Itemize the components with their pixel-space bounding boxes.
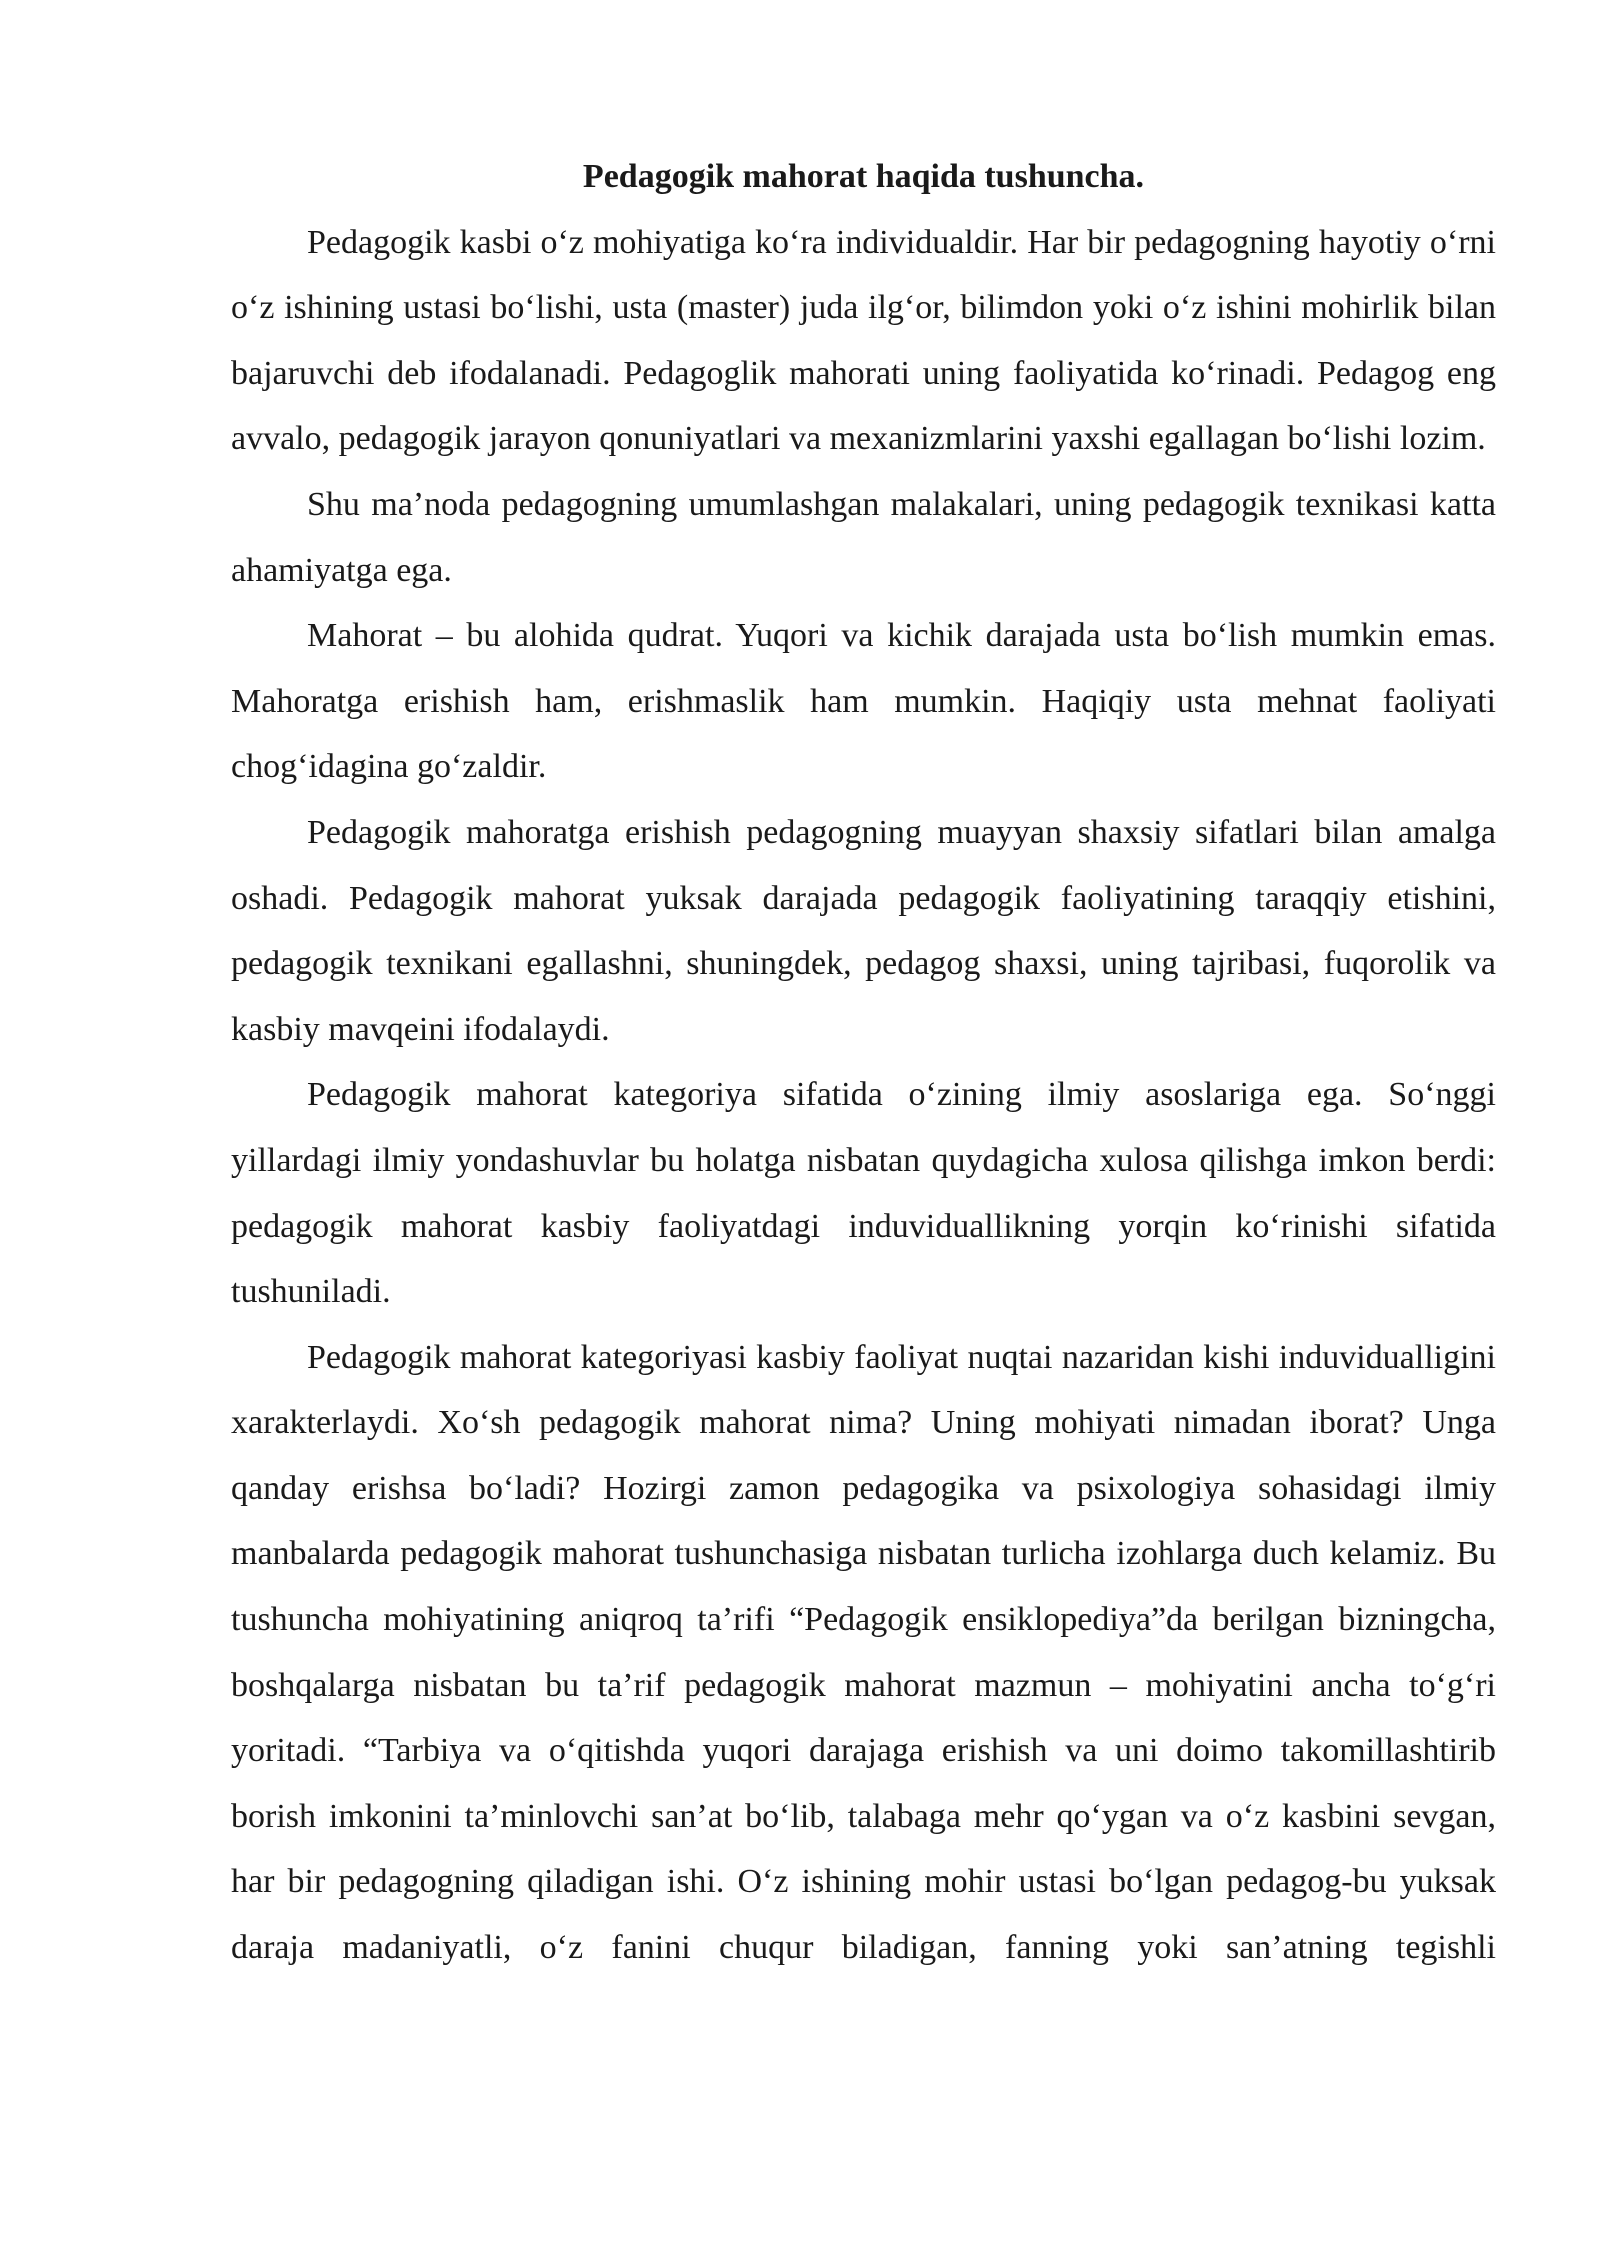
paragraph: Pedagogik mahorat kategoriya sifatida o‘zining ilmiy asoslariga ega. So‘nggi yillardagi ilmiy yondashuvlar bu holatga nisbatan quydagicha xulosa qilishga imkon berdi: pedagogik mahorat kasbiy faoliyatdagi induviduallikning yorqin ko‘rinishi sifatida tushuniladi. — [231, 1076, 1496, 1311]
document-body — [231, 144, 1496, 1981]
paragraph: Pedagogik mahoratga erishish pedagogning muayyan shaxsiy sifatlari bilan amalga oshadi. Pedagogik mahorat yuksak darajada pedagogik faoliyatining taraqqiy etishini, pedagogik texnikani egallashni, shuningdek, pedagog shaxsi, uning tajribasi, fuqorolik va kasbiy mavqeini ifodalaydi. — [231, 813, 1496, 1048]
paragraph: Shu ma’noda pedagogning umumlashgan malakalari, uning pedagogik texnikasi katta ahamiyatga ega. — [231, 485, 1496, 589]
document-title: Pedagogik mahorat haqida tushuncha. — [582, 158, 1145, 195]
paragraph: Pedagogik kasbi o‘z mohiyatiga ko‘ra individualdir. Har bir pedagogning hayotiy o‘rni o‘z ishining ustasi bo‘lishi, usta (master) juda ilg‘or, bilimdon yoki o‘z ishini mohirlik bilan bajaruvchi deb ifodalanadi. Pedagoglik mahorati uning faoliyatida ko‘rinadi. Pedagog eng avvalo, pedagogik jarayon qonuniyatlari va mexanizmlarini yaxshi egallagan bo‘lishi lozim. — [231, 223, 1496, 458]
paragraph: Pedagogik mahorat kategoriyasi kasbiy faoliyat nuqtai nazaridan kishi induvidualligini xarakterlaydi. Xo‘sh pedagogik mahorat nima? Uning mohiyati nimadan iborat? Unga qanday erishsa bo‘ladi? Hozirgi zamon pedagogika va psixologiya sohasidagi ilmiy manbalarda pedagogik mahorat tushunchasiga nisbatan turlicha izohlarga duch kelamiz. Bu tushuncha mohiyatining aniqroq ta’rifi “Pedagogik ensiklopediya”da berilgan bizningcha, boshqalarga nisbatan bu ta’rif pedagogik mahorat mazmun – mohiyatini ancha to‘g‘ri yoritadi. “Tarbiya va o‘qitishda yuqori darajaga erishish va uni doimo takomillashtirib borish imkonini ta’minlovchi san’at bo‘lib, talabaga mehr qo‘ygan va o‘z kasbini sevgan, har bir pedagogning qiladigan ishi. O‘z ishining mohir ustasi bo‘lgan pedagog-bu yuksak daraja madaniyatli, o‘z fanini chuqur biladigan, fanning yoki san’atning tegishli — [231, 1338, 1496, 1967]
paragraph: Mahorat – bu alohida qudrat. Yuqori va kichik darajada usta bo‘lish mumkin emas. Mahoratga erishish ham, erishmaslik ham mumkin. Haqiqiy usta mehnat faoliyati chog‘idagina go‘zaldir. — [231, 617, 1496, 786]
